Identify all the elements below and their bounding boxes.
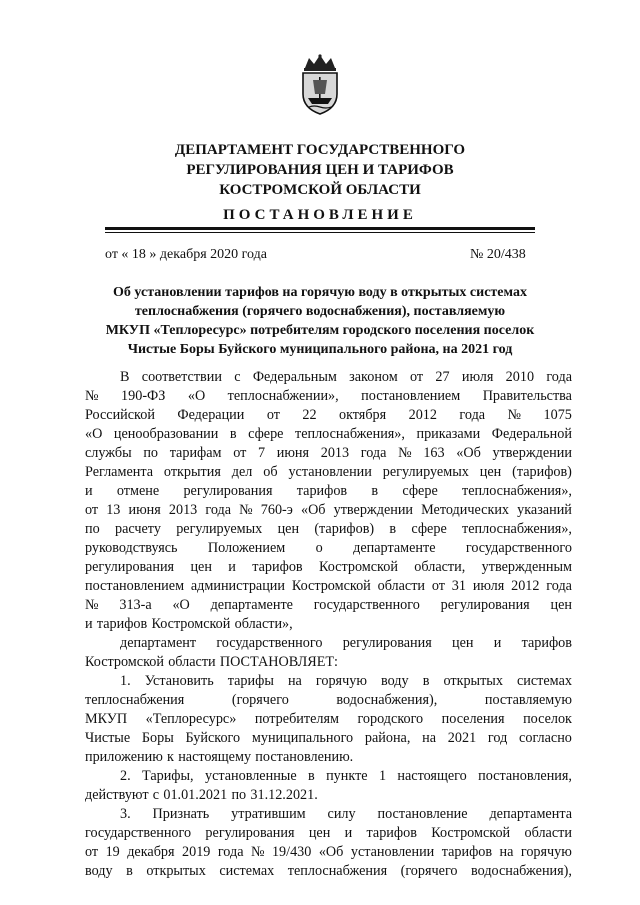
body-line [85,387,572,406]
body-word: 2013 [168,502,198,518]
body-word: (горячего [231,692,289,708]
body-word: установленные [204,768,297,784]
body-word: департамента [489,806,572,822]
department-line: ДЕПАРТАМЕНТ ГОСУДАРСТВЕННОГО [174,142,466,158]
decree-subject [85,283,555,359]
body-line [85,482,572,501]
body-word: Признать [152,806,210,822]
body-word: сфере [402,483,438,499]
body-word: утверждении [333,502,414,518]
body-word: Федеральной [491,426,572,442]
body-word: области [168,654,216,670]
body-word: сфере [411,521,447,537]
body-word: области [377,578,426,594]
document-type-heading: ПОСТАНОВЛЕНИЕ [223,207,417,223]
body-line [85,634,572,653]
body-word: 163 [423,445,445,461]
body-word: горячую [520,844,572,860]
body-word: от [266,407,280,423]
decree-number: № 20/438 [470,247,526,262]
body-word: установлении [288,464,372,480]
body-line [85,748,572,767]
body-word: 19 [105,844,120,860]
body-word: области [524,825,572,841]
body-word: регулирования [85,559,175,575]
body-word: 1075 [543,407,572,423]
body-word: и [344,825,353,841]
body-word: октября [338,407,387,423]
body-word: года [459,407,486,423]
body-word: от [85,844,99,860]
body-word: на [499,844,514,860]
body-word: тарифов [441,844,493,860]
body-word: тарифам [169,445,222,461]
body-word: отмене [116,483,160,499]
body-word: поселения [441,711,505,727]
body-word: тарифы [227,673,274,689]
body-word: 313-а [119,597,152,613]
body-word: Костромской [151,616,231,632]
body-word: регулируемых [176,521,263,537]
body-word: открытия [163,464,221,480]
body-word: департамент [120,635,197,651]
body-word: № [239,502,253,518]
body-word: 19/430 [271,844,312,860]
body-line [85,843,572,862]
decree-body-text [85,368,572,881]
body-line [85,596,572,615]
body-word: цен [452,635,474,651]
body-word: области, [414,559,466,575]
body-word: Установить [144,673,214,689]
body-word: горячую [315,673,367,689]
body-word: настоящему [178,749,252,765]
body-word: теплоснабжения», [295,426,405,442]
body-word: законом [349,369,398,385]
body-word: 2019 [182,844,211,860]
body-word: государственного [85,825,192,841]
body-line [85,520,572,539]
body-word: водоснабжения), [471,863,572,879]
body-word: регулирования [183,483,273,499]
body-word: июля [461,369,494,385]
body-word: о [315,540,323,556]
body-word: и [85,616,93,632]
header-divider-thin [105,232,535,233]
kostroma-coat-of-arms-icon [295,54,345,116]
body-word: В [120,369,130,385]
body-word: приложению [85,749,163,765]
body-word: «Об [318,844,344,860]
body-line [85,786,572,805]
body-word: в [371,483,379,499]
subject-line: теплоснабжения (горячего водоснабжения), поставляемую [134,304,506,319]
body-word: года [205,502,232,518]
body-word: в [389,521,397,537]
body-word: декабря [127,844,175,860]
body-word: в [422,673,430,689]
body-word: Правительства [482,388,572,404]
body-word: июля [472,578,505,594]
body-word: регулируемых [382,464,469,480]
decree-date: от « 18 » декабря 2020 года [105,247,267,262]
department-line: РЕГУЛИРОВАНИЯ ЦЕН И ТАРИФОВ [186,162,454,178]
body-word: теплоснабжении», [227,388,339,404]
body-word: от [85,502,99,518]
body-word: № [507,407,522,423]
body-word: Буйского [185,730,241,746]
body-word: цен [479,464,502,480]
body-word: 2012 [408,407,437,423]
body-word: приказами [416,426,481,442]
body-word: «Теплоресурс» [145,711,237,727]
body-word: Костромской [291,578,371,594]
body-word: 13 [106,502,121,518]
body-word: Костромской [431,825,511,841]
body-word: государственного [216,635,323,651]
body-word: тарифов [521,635,572,651]
body-word: года [217,844,244,860]
body-word: поставляемую [484,692,572,708]
body-word: пункте [326,768,368,784]
body-line [85,615,572,634]
subject-line: Об установлении тарифов на горячую воду в открытых системах [113,285,527,300]
body-word: июня [128,502,161,518]
body-word: по [143,445,159,461]
body-word: теплоснабжения», [462,521,572,537]
subject-line: Чистые Боры Буйского муниципального района, на 2021 год [127,342,513,357]
body-word: государственного [465,540,572,556]
body-word: соответствии [141,369,222,385]
body-word: № [85,388,99,404]
body-word: (тарифов) [314,521,375,537]
body-word: цен [550,597,572,613]
body-word: 190-ФЗ [121,388,166,404]
body-word: к [167,749,174,765]
body-word: сфере [248,426,284,442]
body-word: цен [190,559,212,575]
subject-line: МКУП «Теплоресурс» потребителям городского поселения поселок [105,323,535,338]
body-word: утвержденным [481,559,572,575]
body-word: тарифов [296,483,348,499]
body-word: Чистые [85,730,131,746]
body-word: Методических [421,502,510,518]
body-word: года [546,369,572,385]
body-word: постановлением [361,388,461,404]
body-word: Костромской [85,654,164,670]
body-word: Тарифы, [142,768,194,784]
body-word: на [422,730,437,746]
body-line [85,368,572,387]
body-word: 1. [120,673,131,689]
body-word: потребителям [254,711,339,727]
body-word: 27 [435,369,450,385]
body-word: теплоснабжения [287,863,388,879]
body-line [85,824,572,843]
body-word: 01.01.2021 [163,787,228,803]
body-word: теплоснабжения», [462,483,572,499]
body-word: по [231,787,247,803]
body-word: службы [85,445,132,461]
body-word: цен [308,825,331,841]
body-word: «О [172,597,190,613]
body-word: согласно [519,730,572,746]
body-word: в [308,768,315,784]
body-line [85,691,572,710]
body-word: № [398,445,412,461]
body-word: постановления, [478,768,572,784]
body-word: тарифов [96,616,148,632]
body-word: с [234,369,241,385]
body-word: 31.12.2021. [250,787,318,803]
body-word: 760-э [260,502,293,518]
body-word: 7 [257,445,266,461]
body-line [85,406,572,425]
body-word: открытых [146,863,206,879]
body-word: регулирования [440,597,530,613]
body-word: указаний [517,502,572,518]
body-line [85,710,572,729]
body-word: постановлением [85,578,185,594]
body-word: постановление [377,806,468,822]
body-word: Федеральным [252,369,337,385]
body-word: Положением [207,540,286,556]
body-word: по [85,521,100,537]
body-word: 22 [302,407,317,423]
body-word: действуют [85,787,149,803]
body-line [85,425,572,444]
body-line [85,539,572,558]
body-line [85,767,572,786]
body-word: утратившим [231,806,306,822]
body-word: Регламента [85,464,154,480]
body-word: тарифов [366,825,417,841]
body-line [85,558,572,577]
body-word: цен [277,521,300,537]
body-word: в [126,863,133,879]
body-word: 3. [120,806,131,822]
body-word: на [287,673,302,689]
body-word: теплоснабжения [85,692,185,708]
body-line [85,463,572,482]
body-word: 31 [451,578,466,594]
body-word: и [493,635,502,651]
body-word: городского [357,711,424,727]
body-word: Боры [141,730,174,746]
body-word: регулирования [205,825,295,841]
body-word: водоснабжения), [336,692,438,708]
body-word: Федерации [177,407,245,423]
body-word: от [233,445,247,461]
body-line [85,444,572,463]
body-word: силу [327,806,356,822]
body-word: администрации [190,578,285,594]
body-word: тарифов [252,559,303,575]
body-word: Российской [85,407,155,423]
body-word: ПОСТАНОВЛЯЕТ: [219,654,338,670]
body-word: воду [381,673,409,689]
body-word: района, [364,730,411,746]
department-line: КОСТРОМСКОЙ ОБЛАСТИ [219,182,421,198]
body-word: поселок [523,711,572,727]
body-line [85,805,572,824]
body-line [85,577,572,596]
body-word: расчету [114,521,161,537]
body-line [85,862,572,881]
body-word: настоящего [397,768,467,784]
body-word: Костромской [318,559,398,575]
body-word: 2021 [447,730,477,746]
body-line [85,729,572,748]
body-word: государственного [313,597,420,613]
body-word: установлении [350,844,435,860]
body-word: МКУП [85,711,128,727]
department-name [0,140,640,200]
body-word: года [360,445,387,461]
body-word: июня [276,445,310,461]
body-word: в [229,426,237,442]
body-word: с [152,787,160,803]
header-divider [105,227,535,230]
body-word: «Об [300,502,326,518]
body-word: от [431,578,445,594]
body-word: об [263,464,278,480]
body-word: дел [231,464,253,480]
body-word: 2013 [320,445,350,461]
body-word: утверждении [492,445,572,461]
body-word: воду [85,863,113,879]
body-word: № [85,597,99,613]
body-line [85,672,572,691]
body-word: (тарифов) [512,464,572,480]
body-word: 2010 [505,369,535,385]
body-word: системах [219,863,275,879]
body-word: 2012 [511,578,540,594]
body-word: года [546,578,572,594]
body-word: «О [187,388,206,404]
body-word: департаменте [210,597,293,613]
body-word: департаменте [353,540,436,556]
body-word: «Об [456,445,481,461]
body-word: открытых [443,673,503,689]
body-word: 2. [120,768,131,784]
body-word: области», [234,616,293,632]
body-word: и [228,559,236,575]
body-word: постановлению. [255,749,354,765]
body-word: и [85,483,93,499]
body-word: системах [517,673,572,689]
body-word: муниципального [251,730,354,746]
body-word: руководствуясь [85,540,178,556]
body-line [85,501,572,520]
body-word: год [487,730,508,746]
body-word: ценообразовании [113,426,219,442]
body-word: регулирования [342,635,432,651]
body-word: № [250,844,265,860]
body-word: (горячего [400,863,458,879]
body-word: от [410,369,424,385]
body-line [85,653,572,672]
body-word: 1 [378,768,387,784]
body-word: «О [85,426,103,442]
